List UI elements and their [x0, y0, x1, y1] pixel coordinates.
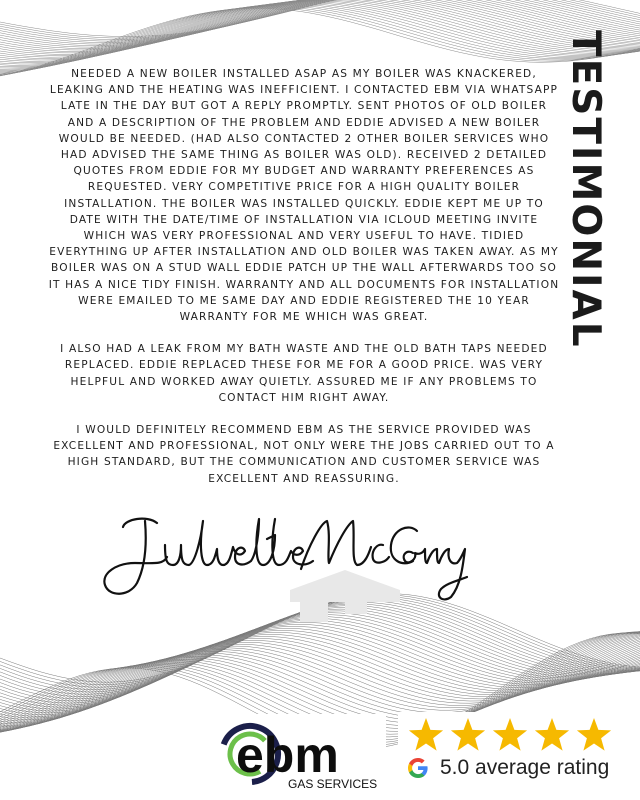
testimonial-paragraph-1: NEEDED A NEW BOILER INSTALLED ASAP AS MY BOILER WAS KNACKERED, LEAKING AND THE HEATING WAS INEFFICIENT. I CONTACTED EBM VIA WHATSAPP LATE IN THE DAY BUT GOT A REPLY PROMPTLY. SENT PHOTOS OF OLD BOILER AND A DESCRIPTION OF THE PROBLEM AND EDDIE ADVISED A NEW BOILER WOULD BE NEEDED. (HAD ALSO CONTACTED 2 OTHER BOILER SERVICES WHO HAD ADVISED THE SAME THING AS BOILER WAS OLD). RECEIVED 2 DETAILED QUOTES FROM EDDIE FOR MY BUDGET AND WARRANTY PREFERENCES AS REQUESTED. VERY COMPETITIVE PRICE FOR A HIGH QUALITY BOILER INSTALLATION. THE BOILER WAS INSTALLED QUICKLY. EDDIE KEPT ME UP TO DATE WITH THE DATE/TIME OF INSTALLATION VIA ICLOUD MEETING INVITE WHICH WAS VERY PROFESSIONAL AND VERY USEFUL TO HAVE. TIDIED EVERYTHING UP AFTER INSTALLATION AND OLD BOILER WAS TAKEN AWAY. AS MY BOILER WAS ON A STUD WALL EDDIE PATCH UP THE WALL AFTERWARDS TOO SO IT HAS A NICE TIDY FINISH. WARRANTY AND ALL DOCUMENTS FOR INSTALLATION WERE EMAILED TO ME SAME DAY AND EDDIE REGISTERED THE 10 YEAR WARRANTY FOR ME WHICH WAS GREAT. [48, 68, 560, 324]
star-icon [577, 718, 611, 751]
rating-stars [408, 716, 618, 756]
ebm-logo [214, 714, 386, 794]
star-icon [493, 718, 527, 751]
star-icon [535, 718, 569, 751]
rating-row [406, 756, 609, 780]
testimonial-paragraph-3: I WOULD DEFINITELY RECOMMEND EBM AS THE SERVICE PROVIDED WAS EXCELLENT AND PROFESSIONAL, NOT ONLY WERE THE JOBS CARRIED OUT TO A HIGH STANDARD, BUT THE COMMUNICATION AND CUSTOMER SERVICE WAS EXCELLENT AND REASSURING. [53, 424, 555, 485]
google-g-icon [406, 756, 430, 780]
testimonial-text [48, 66, 560, 503]
rating-label: 5.0 average rating [440, 756, 610, 779]
customer-signature [95, 505, 485, 605]
google-rating-badge [398, 712, 623, 794]
wave-line [0, 0, 640, 68]
ebm-logo-mark [214, 714, 386, 794]
ebm-logo-letters: ebm [236, 727, 339, 783]
star-icon [409, 718, 443, 751]
star-icon [451, 718, 485, 751]
wave-line [0, 0, 640, 69]
wave-line [0, 615, 640, 711]
ebm-logo-subtitle: GAS SERVICES [288, 777, 378, 791]
testimonial-paragraph-2: I ALSO HAD A LEAK FROM MY BATH WASTE AND THE OLD BATH TAPS NEEDED REPLACED. EDDIE REPLACED THESE FOR ME FOR A GOOD PRICE. WAS VERY HELPFUL AND WORKED AWAY QUIETLY. ASSURED ME IF ANY PROBLEMS TO CONTACT HIM RIGHT AWAY. [60, 343, 548, 404]
wave-line [0, 3, 640, 74]
testimonial-heading: TESTIMONIAL [563, 30, 608, 349]
